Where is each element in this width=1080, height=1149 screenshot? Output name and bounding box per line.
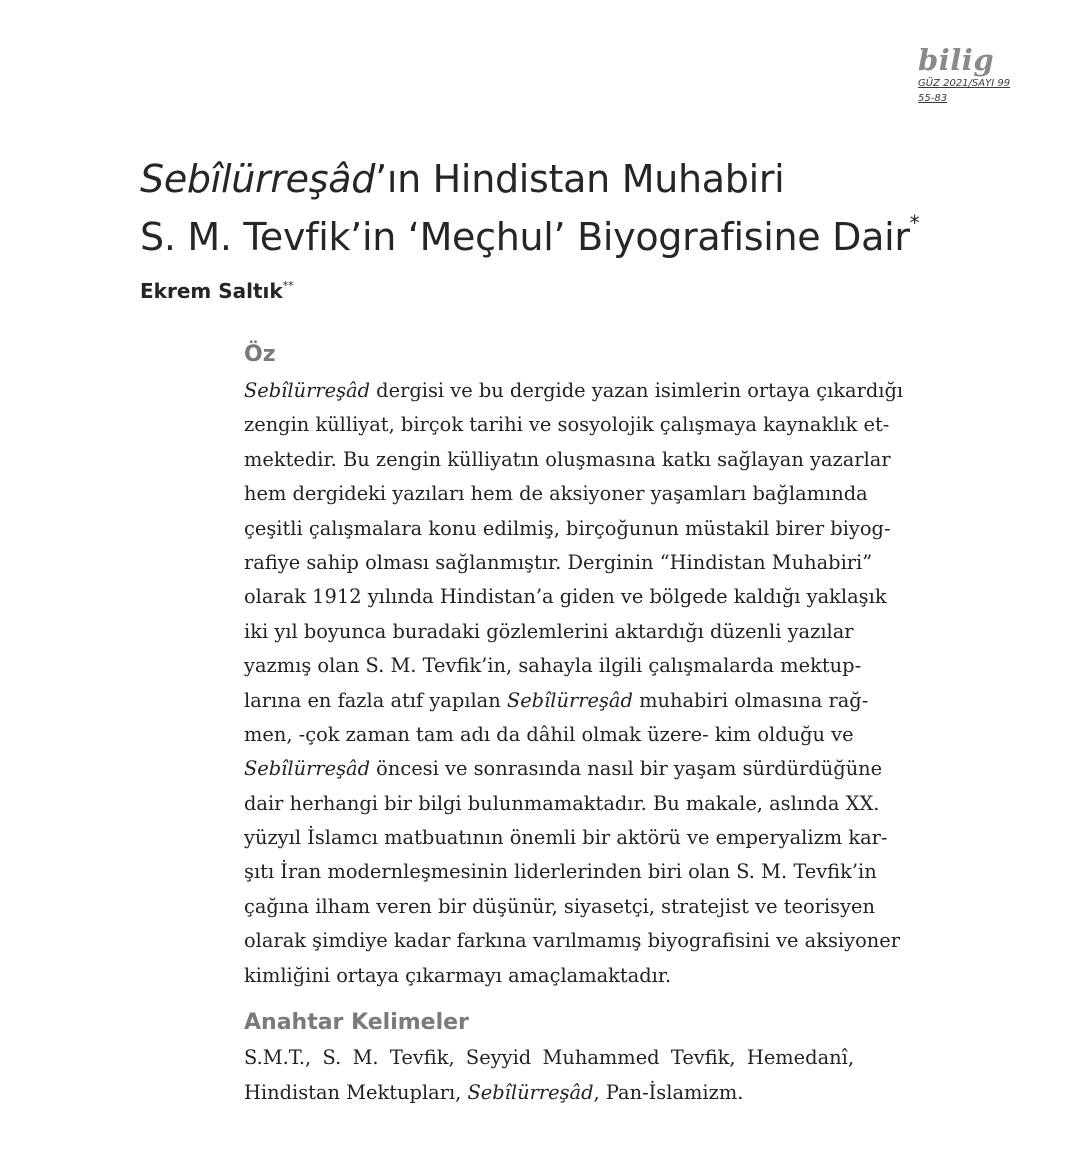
- journal-header: [918, 44, 1038, 106]
- keywords-line-2: Hindistan Mektupları, Sebîlürreşâd, Pan-İslamizm.: [244, 1081, 744, 1104]
- abstract-line: iki yıl boyunca buradaki gözlemlerini aktardığı düzenli yazılar: [244, 619, 854, 643]
- abstract-line: Sebîlürreşâd dergisi ve bu dergide yazan isimlerin ortaya çıkardığı: [244, 379, 904, 402]
- abstract-line: çeşitli çalışmalara konu edilmiş, birçoğunun müstakil birer biyog-: [244, 516, 891, 540]
- title-footnote-mark: *: [909, 211, 920, 235]
- title-line-1-rest: ’ın Hindistan Muhabiri: [375, 157, 785, 201]
- abstract-line: rafiye sahip olması sağlanmıştır. Derginin “Hindistan Muhabiri”: [244, 550, 873, 574]
- journal-name: bilig: [918, 43, 995, 77]
- keywords-body: [244, 1040, 854, 1110]
- abstract-line: yazmış olan S. M. Tevfik’in, sahayla ilgili çalışmalarda mektup-: [244, 654, 862, 678]
- journal-name-italic: Sebîlürreşâd: [467, 1081, 594, 1104]
- abstract-line: kimliğini ortaya çıkarmayı amaçlamaktadır.: [244, 963, 672, 987]
- abstract-heading: Öz: [244, 342, 276, 367]
- title-line-1: [140, 150, 1040, 208]
- author-name: [140, 272, 294, 305]
- author-name-text: Ekrem Saltık: [140, 279, 283, 303]
- journal-name-italic: Sebîlürreşâd: [506, 688, 633, 712]
- abstract-line: şıtı İran modernleşmesinin liderlerinden biri olan S. M. Tevfik’in: [244, 860, 877, 884]
- title-line-2-text: S. M. Tevfik’in ‘Meçhul’ Biyografisine Dair: [140, 215, 910, 259]
- keywords-line-1: S.M.T., S. M. Tevfik, Seyyid Muhammed Tevfik, Hemedanî,: [244, 1046, 854, 1069]
- abstract-line: olarak 1912 yılında Hindistan’a giden ve bölgede kaldığı yaklaşık: [244, 585, 887, 609]
- abstract-body: [244, 374, 904, 993]
- journal-issue: GÜZ 2021/SAYI 99: [918, 78, 1011, 89]
- abstract-line: çağına ilham veren bir düşünür, siyasetçi, stratejist ve teorisyen: [244, 894, 876, 918]
- abstract-line: yüzyıl İslamcı matbuatının önemli bir aktörü ve emperyalizm kar-: [244, 826, 888, 850]
- abstract-line: hem dergideki yazıları hem de aksiyoner yaşamları bağlamında: [244, 482, 868, 506]
- abstract-line: mektedir. Bu zengin külliyatın oluşmasına katkı sağlayan yazarlar: [244, 447, 891, 471]
- title-journal-name: Sebîlürreşâd: [140, 157, 376, 201]
- journal-pages: 55-83: [918, 93, 948, 104]
- journal-name-italic: Sebîlürreşâd: [244, 379, 371, 402]
- journal-name-italic: Sebîlürreşâd: [244, 757, 371, 781]
- abstract-line: Sebîlürreşâd öncesi ve sonrasında nasıl bir yaşam sürdürdüğüne: [244, 757, 883, 781]
- title-line-2: [140, 208, 1040, 266]
- abstract-line: dair herhangi bir bilgi bulunmamaktadır. Bu makale, aslında XX.: [244, 791, 880, 815]
- keywords-heading: Anahtar Kelimeler: [244, 1010, 469, 1035]
- abstract-line: zengin külliyat, birçok tarihi ve sosyolojik çalışmaya kaynaklık et-: [244, 413, 890, 437]
- abstract-line: larına en fazla atıf yapılan Sebîlürreşâd muhabiri olmasına rağ-: [244, 688, 869, 712]
- abstract-line: olarak şimdiye kadar farkına varılmamış biyografisini ve aksiyoner: [244, 929, 900, 953]
- abstract-line: men, -çok zaman tam adı da dâhil olmak üzere- kim olduğu ve: [244, 722, 854, 746]
- article-title: [140, 150, 1040, 266]
- author-footnote-mark: **: [282, 279, 294, 292]
